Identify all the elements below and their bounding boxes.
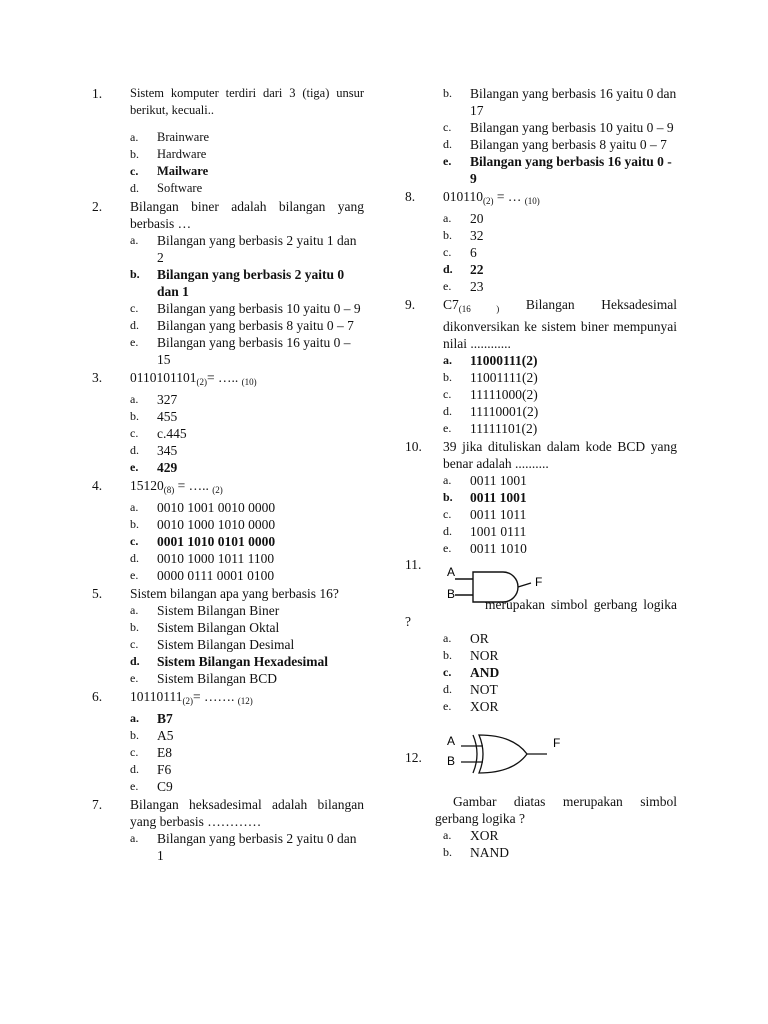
option-letter: e.: [130, 779, 139, 793]
option-letter: b.: [130, 620, 139, 634]
option-letter: e.: [130, 335, 139, 349]
option-letter: b.: [130, 267, 140, 281]
left-column: [92, 85, 364, 865]
answer-option: [130, 761, 364, 778]
option-letter: c.: [443, 120, 452, 134]
gate-label-f: F: [553, 736, 561, 750]
stem-value: C7: [443, 297, 459, 312]
option-letter: e.: [443, 421, 452, 435]
answer-option: [443, 261, 677, 278]
question-stem: 39 jika dituliskan dalam kode BCD yang benar adalah ..........: [443, 439, 677, 471]
stem-subscript: (16 ): [458, 304, 500, 314]
answer-option: [130, 744, 364, 761]
option-text: 0000 0111 0001 0100: [157, 568, 275, 583]
answer-option: [130, 180, 364, 197]
stem-tail: = …….: [193, 689, 238, 704]
option-text: Sistem Bilangan Hexadesimal: [157, 654, 329, 669]
stem-base: (10): [524, 196, 540, 206]
stem-value: 15120: [130, 478, 164, 493]
question-11: [405, 556, 677, 715]
answer-option: [443, 540, 677, 557]
option-list: [443, 85, 677, 187]
stem-subscript: (2): [196, 377, 207, 387]
answer-option: [443, 664, 677, 681]
option-letter: c.: [130, 745, 139, 759]
option-letter: d.: [130, 654, 140, 668]
option-letter: d.: [130, 181, 139, 195]
answer-option: [443, 227, 677, 244]
option-list: [130, 602, 364, 687]
answer-option: [443, 85, 677, 119]
option-text: XOR: [470, 699, 499, 714]
question-9: [405, 296, 677, 437]
option-text: Bilangan yang berbasis 8 yaitu 0 – 7: [470, 137, 667, 152]
question-number: 9.: [405, 297, 416, 312]
answer-option: [130, 619, 364, 636]
option-text: Bilangan yang berbasis 10 yaitu 0 – 9: [157, 301, 361, 316]
option-letter: e.: [130, 568, 139, 582]
question-stem: Sistem komputer terdiri dari 3 (tiga) unsur berikut, kecuali..: [130, 86, 364, 117]
option-text: C9: [157, 779, 173, 794]
option-text: 11000111(2): [470, 353, 538, 368]
option-letter: b.: [443, 845, 452, 859]
gate-label-b: B: [447, 754, 456, 768]
option-text: Bilangan yang berbasis 16 yaitu 0 dan 17: [470, 86, 677, 118]
option-text: NOR: [470, 648, 499, 663]
option-letter: a.: [443, 828, 452, 842]
question-stem: Bilangan heksadesimal adalah bilangan yang berbasis …………: [130, 797, 364, 829]
option-text: 1001 0111: [470, 524, 527, 539]
option-text: 0011 1001: [470, 473, 527, 488]
option-letter: b.: [443, 370, 452, 384]
option-list: [443, 827, 677, 861]
question-number: 12.: [405, 750, 422, 765]
question-stem: merupakan simbol gerbang logika ?: [405, 597, 677, 629]
answer-option: [443, 523, 677, 540]
question-5: [92, 585, 364, 687]
option-text: 20: [470, 211, 484, 226]
answer-option: [443, 278, 677, 295]
question-stem: [443, 296, 677, 352]
option-text: 11111101(2): [470, 421, 538, 436]
question-8: [405, 188, 677, 295]
option-text: 0010 1000 1011 1100: [157, 551, 275, 566]
option-letter: e.: [443, 279, 452, 293]
option-text: AND: [470, 665, 500, 680]
answer-option: [130, 516, 364, 533]
option-letter: c.: [443, 665, 452, 679]
option-letter: b.: [443, 490, 453, 504]
option-letter: a.: [130, 130, 139, 144]
answer-option: [443, 153, 677, 187]
option-text: 23: [470, 279, 484, 294]
answer-option: [130, 442, 364, 459]
answer-option: [443, 506, 677, 523]
option-letter: d.: [443, 524, 452, 538]
option-list: [130, 710, 364, 795]
right-column: [405, 85, 677, 862]
option-text: Software: [157, 181, 203, 195]
option-letter: b.: [130, 728, 139, 742]
question-number: 4.: [92, 478, 103, 493]
question-stem: [130, 369, 364, 391]
question-stem: [443, 188, 677, 210]
answer-option: [443, 244, 677, 261]
option-text: Sistem Bilangan Desimal: [157, 637, 295, 652]
answer-option: [443, 647, 677, 664]
question-stem: [130, 477, 364, 499]
option-list: [130, 232, 364, 368]
xor-gate-body: [479, 735, 527, 773]
option-letter: a.: [443, 211, 452, 225]
option-letter: b.: [443, 648, 452, 662]
question-number: 10.: [405, 439, 422, 454]
answer-option: [130, 317, 364, 334]
option-text: c.445: [157, 426, 187, 441]
question-10: [405, 438, 677, 557]
answer-option: [130, 830, 364, 864]
option-text: 429: [157, 460, 178, 475]
answer-option: [130, 266, 364, 300]
option-letter: e.: [130, 460, 139, 474]
option-text: 0011 1011: [470, 507, 527, 522]
option-text: Bilangan yang berbasis 2 yaitu 0 dan 1: [157, 267, 345, 299]
option-letter: c.: [130, 534, 139, 548]
option-letter: a.: [130, 711, 139, 725]
answer-option: [130, 653, 364, 670]
question-number: 2.: [92, 199, 103, 214]
question-number: 8.: [405, 189, 416, 204]
option-text: Bilangan yang berbasis 16 yaitu 0 - 9: [470, 154, 672, 186]
answer-option: [443, 352, 677, 369]
question-number: 1.: [92, 86, 103, 101]
stem-tail: = …..: [207, 370, 242, 385]
option-text: NAND: [470, 845, 509, 860]
answer-option: [130, 146, 364, 163]
option-letter: b.: [443, 228, 452, 242]
question-stem: Sistem bilangan apa yang berbasis 16?: [130, 586, 339, 601]
option-text: XOR: [470, 828, 499, 843]
option-text: 32: [470, 228, 484, 243]
answer-option: [443, 472, 677, 489]
option-letter: d.: [443, 404, 452, 418]
question-number: 3.: [92, 370, 103, 385]
option-text: Hardware: [157, 147, 207, 161]
answer-option: [443, 489, 677, 506]
question-stem: [130, 688, 364, 710]
option-text: Bilangan yang berbasis 16 yaitu 0 – 15: [157, 335, 351, 367]
option-letter: e.: [130, 671, 139, 685]
option-text: Bilangan yang berbasis 2 yaitu 0 dan 1: [157, 831, 357, 863]
option-text: 0010 1001 0010 0000: [157, 500, 276, 515]
option-text: 6: [470, 245, 477, 260]
stem-value: 0110101101: [130, 370, 197, 385]
option-letter: a.: [130, 603, 139, 617]
option-text: NOT: [470, 682, 498, 697]
answer-option: [130, 636, 364, 653]
option-text: 345: [157, 443, 178, 458]
option-list: [130, 391, 364, 476]
option-letter: e.: [443, 154, 452, 168]
stem-value: 010110: [443, 189, 483, 204]
answer-option: [443, 827, 677, 844]
question-6: [92, 688, 364, 795]
answer-option: [130, 425, 364, 442]
stem-tail: Bilangan Heksadesimal dikonversikan ke sistem biner mempunyai nilai ............: [443, 297, 677, 351]
stem-subscript: (2): [182, 696, 193, 706]
question-7: [92, 796, 364, 864]
option-list: [130, 129, 364, 197]
xor-gate-back-curve: [473, 735, 477, 773]
stem-subscript: (2): [483, 196, 494, 206]
stem-base: (2): [212, 485, 223, 495]
option-text: 22: [470, 262, 484, 277]
option-list: [443, 352, 677, 437]
answer-option: [443, 210, 677, 227]
answer-option: [443, 698, 677, 715]
answer-option: [443, 630, 677, 647]
gate-label-f: F: [535, 575, 543, 589]
question-stem: Gambar diatas merupakan simbol gerbang logika ?: [435, 794, 677, 826]
gate-label-a: A: [447, 734, 456, 748]
stem-subscript: (8): [163, 485, 175, 495]
answer-option: [443, 136, 677, 153]
question-number: 11.: [405, 557, 422, 572]
option-letter: e.: [443, 541, 452, 555]
answer-option: [443, 844, 677, 861]
option-list: [130, 830, 364, 864]
option-text: Sistem Bilangan Biner: [157, 603, 280, 618]
option-letter: b.: [130, 409, 139, 423]
option-letter: c.: [130, 164, 139, 178]
answer-option: [443, 119, 677, 136]
answer-option: [130, 459, 364, 476]
gate-output-line: [518, 583, 531, 587]
option-letter: a.: [130, 392, 139, 406]
option-letter: d.: [130, 318, 139, 332]
option-letter: b.: [443, 86, 452, 100]
question-3: [92, 369, 364, 476]
answer-option: [130, 533, 364, 550]
answer-option: [130, 710, 364, 727]
stem-base: (10): [241, 377, 257, 387]
answer-option: [130, 129, 364, 146]
question-number: 5.: [92, 586, 103, 601]
option-list: [443, 630, 677, 715]
answer-option: [130, 602, 364, 619]
answer-option: [130, 567, 364, 584]
question-number: 6.: [92, 689, 103, 704]
option-text: 327: [157, 392, 178, 407]
answer-option: [130, 778, 364, 795]
option-text: Sistem Bilangan BCD: [157, 671, 278, 686]
option-text: Bilangan yang berbasis 2 yaitu 1 dan 2: [157, 233, 357, 265]
answer-option: [130, 727, 364, 744]
question-number: 7.: [92, 797, 103, 812]
option-letter: c.: [130, 426, 139, 440]
option-text: Sistem Bilangan Oktal: [157, 620, 280, 635]
answer-option: [443, 369, 677, 386]
option-letter: c.: [443, 245, 452, 259]
question-1: [92, 85, 364, 197]
question-stem: Bilangan biner adalah bilangan yang berbasis …: [130, 199, 364, 231]
option-text: 0001 1010 0101 0000: [157, 534, 276, 549]
option-letter: c.: [130, 637, 139, 651]
stem-value: 10110111: [130, 689, 183, 704]
option-letter: c.: [443, 507, 452, 521]
question-7-continued: [405, 85, 677, 187]
option-letter: c.: [443, 387, 452, 401]
option-letter: d.: [443, 137, 452, 151]
option-text: 11111000(2): [470, 387, 538, 402]
option-letter: a.: [130, 233, 139, 247]
option-text: Bilangan yang berbasis 10 yaitu 0 – 9: [470, 120, 674, 135]
option-letter: a.: [130, 500, 139, 514]
option-text: 455: [157, 409, 178, 424]
option-letter: a.: [443, 473, 452, 487]
option-letter: d.: [130, 551, 139, 565]
question-2: [92, 198, 364, 368]
option-letter: b.: [130, 147, 139, 161]
option-text: Mailware: [157, 164, 209, 178]
question-4: [92, 477, 364, 584]
question-12: [405, 733, 677, 861]
option-letter: d.: [443, 262, 453, 276]
answer-option: [443, 681, 677, 698]
stem-tail: = …..: [174, 478, 213, 493]
gate-label-b: B: [447, 587, 456, 601]
option-letter: a.: [443, 631, 452, 645]
option-letter: a.: [130, 831, 139, 845]
option-text: 0011 1010: [470, 541, 527, 556]
option-text: OR: [470, 631, 489, 646]
option-text: Bilangan yang berbasis 8 yaitu 0 – 7: [157, 318, 354, 333]
answer-option: [130, 232, 364, 266]
answer-option: [130, 391, 364, 408]
option-list: [443, 472, 677, 557]
answer-option: [130, 300, 364, 317]
gate-label-a: A: [447, 565, 456, 579]
option-letter: a.: [443, 353, 452, 367]
answer-option: [443, 420, 677, 437]
option-list: [130, 499, 364, 584]
option-text: B7: [157, 711, 173, 726]
option-letter: d.: [130, 443, 139, 457]
option-letter: e.: [443, 699, 452, 713]
answer-option: [130, 499, 364, 516]
option-letter: d.: [130, 762, 139, 776]
answer-option: [130, 550, 364, 567]
option-text: E8: [157, 745, 172, 760]
option-text: F6: [157, 762, 172, 777]
xor-gate-diagram: [443, 733, 603, 775]
answer-option: [130, 408, 364, 425]
option-letter: d.: [443, 682, 452, 696]
answer-option: [443, 386, 677, 403]
option-text: Brainware: [157, 130, 210, 144]
option-text: 0010 1000 1010 0000: [157, 517, 276, 532]
answer-option: [130, 670, 364, 687]
option-letter: c.: [130, 301, 139, 315]
option-text: 11110001(2): [470, 404, 539, 419]
answer-option: [443, 403, 677, 420]
option-list: [443, 210, 677, 295]
option-text: 0011 1001: [470, 490, 527, 505]
answer-option: [130, 163, 364, 180]
option-text: 11001111(2): [470, 370, 538, 385]
option-letter: b.: [130, 517, 139, 531]
option-text: A5: [157, 728, 174, 743]
answer-option: [130, 334, 364, 368]
stem-tail: = …: [493, 189, 525, 204]
stem-base: (12): [237, 696, 253, 706]
